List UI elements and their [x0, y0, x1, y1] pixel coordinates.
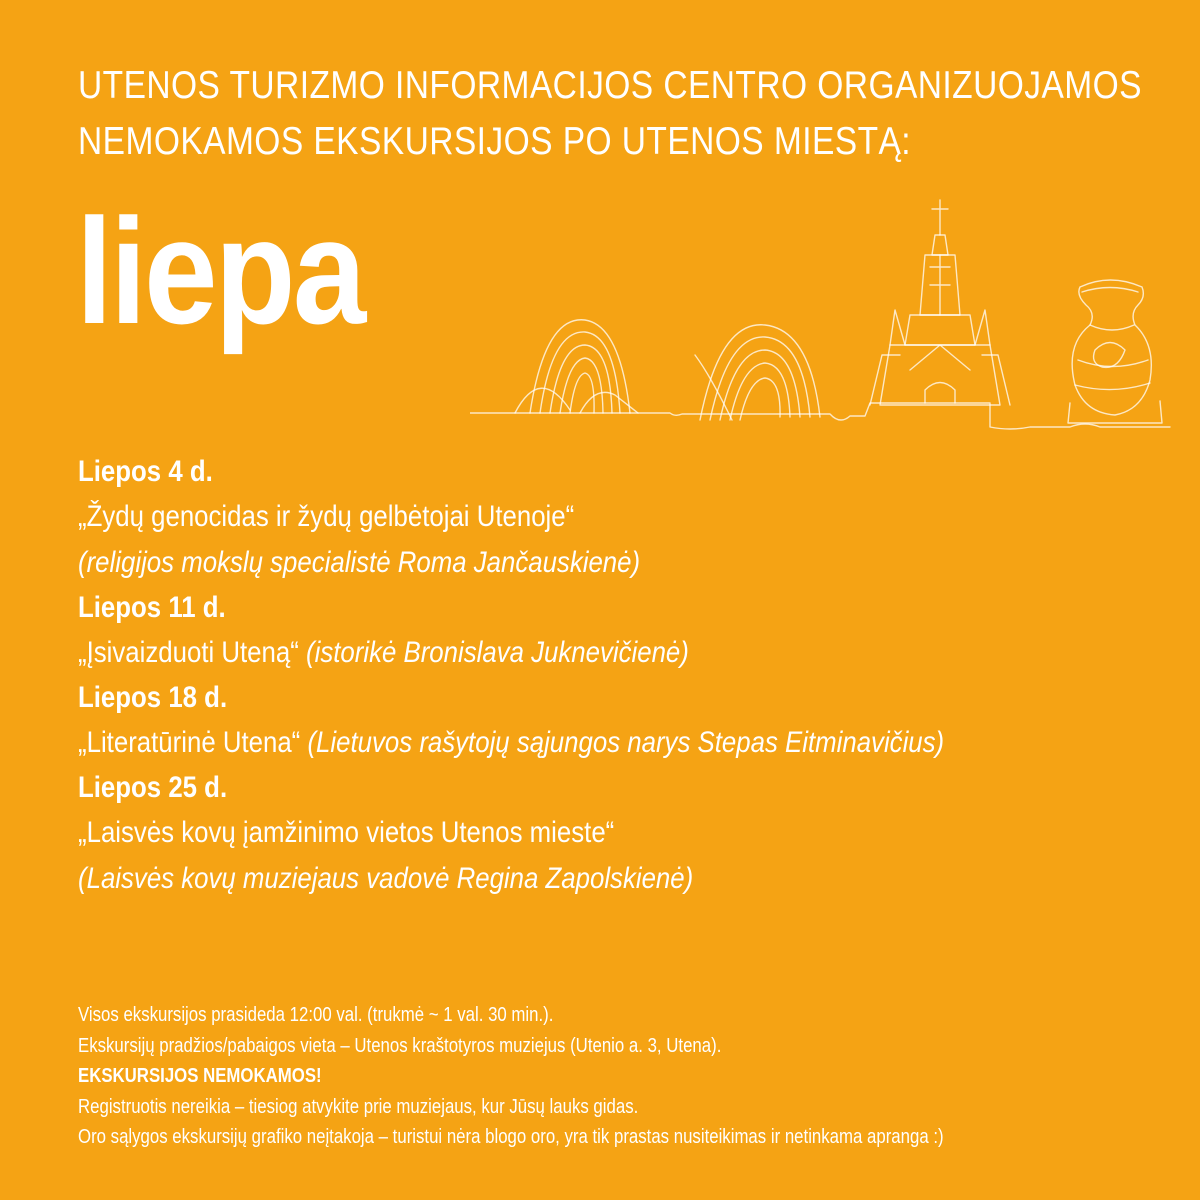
event-guide: (Laisvės kovų muziejaus vadovė Regina Zapolskienė): [78, 862, 694, 895]
header-line-1: UTENOS TURIZMO INFORMACIJOS CENTRO ORGANIZUOJAMOS: [78, 64, 1142, 107]
event-item: [78, 450, 1024, 586]
event-title: „Literatūrinė Utena“: [78, 726, 301, 759]
footer-start-time: Visos ekskursijos prasideda 12:00 val. (trukmė ~ 1 val. 30 min.).: [78, 1004, 554, 1026]
event-item: [78, 766, 1024, 902]
event-date: Liepos 25 d.: [78, 771, 228, 804]
event-date: Liepos 18 d.: [78, 681, 228, 714]
event-guide: (istorikė Bronislava Juknevičienė): [306, 636, 689, 669]
header: [78, 58, 1142, 170]
event-guide: (religijos mokslų specialistė Roma Jančauskienė): [78, 546, 641, 579]
event-title: „Įsivaizduoti Uteną“: [78, 636, 299, 669]
event-title: „Laisvės kovų įamžinimo vietos Utenos mieste“: [78, 816, 615, 849]
footer-notes: [78, 1000, 1128, 1153]
city-skyline-icon: [470, 195, 1180, 445]
month-title: liepa: [76, 187, 364, 355]
event-date: Liepos 4 d.: [78, 455, 213, 488]
events-list: [78, 450, 1024, 902]
event-date: Liepos 11 d.: [78, 591, 226, 624]
event-item: [78, 586, 1024, 676]
event-item: [78, 676, 1024, 766]
header-line-2: NEMOKAMOS EKSKURSIJOS PO UTENOS MIESTĄ:: [78, 120, 912, 163]
event-title: „Žydų genocidas ir žydų gelbėtojai Utenoje“: [78, 500, 575, 533]
footer-registration: Registruotis nereikia – tiesiog atvykite prie muziejaus, kur Jūsų lauks gidas.: [78, 1095, 639, 1118]
event-title-line: [78, 720, 1024, 766]
footer-location: Ekskursijų pradžios/pabaigos vieta – Utenos kraštotyros muziejus (Utenio a. 3, Utena).: [78, 1034, 722, 1057]
footer-weather: Oro sąlygos ekskursijų grafiko neįtakoja – turistui nėra blogo oro, yra tik prastas nusiteikimas ir netinkama apranga :): [78, 1126, 944, 1148]
event-guide: (Lietuvos rašytojų sąjungos narys Stepas Eitminavičius): [307, 726, 945, 759]
event-title-line: [78, 630, 1024, 676]
footer-free-notice: EKSKURSIJOS NEMOKAMOS!: [78, 1065, 322, 1087]
